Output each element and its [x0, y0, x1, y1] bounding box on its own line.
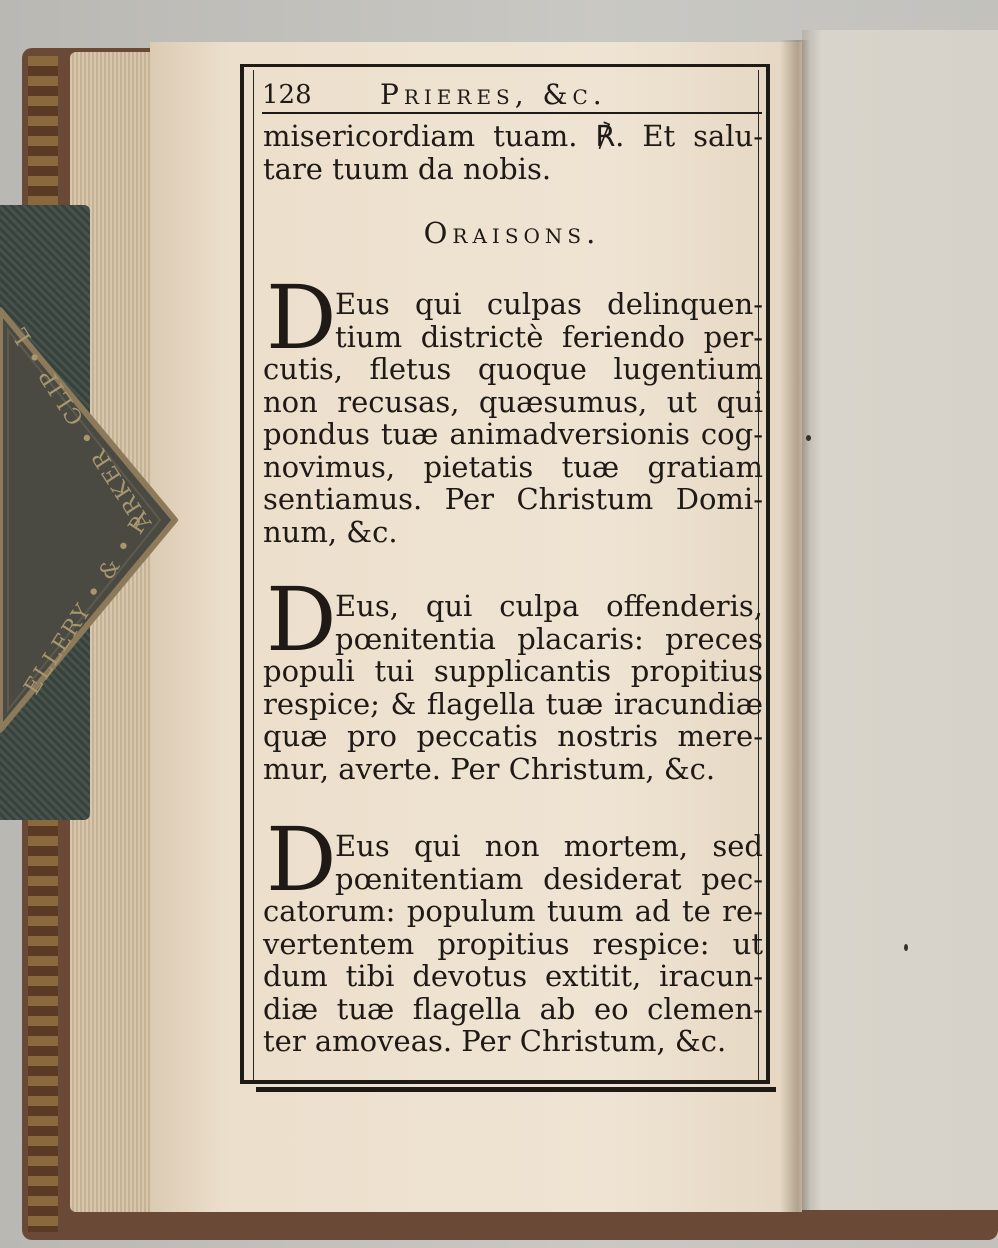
text-line: diæ tuæ flagella ab eo clemen- [263, 991, 763, 1026]
text-line: tare tuum da nobis. [263, 151, 552, 186]
text-line: misericordiam tuam. ℟. Et salu- [263, 119, 763, 153]
prayer-paragraph [263, 590, 763, 785]
text-line: mur, averte. Per Christum, &c. [263, 751, 716, 786]
text-line: tium districtè feriendo per- [335, 319, 763, 354]
page-header [262, 76, 762, 112]
text-line: Eus qui non mortem, sed [335, 829, 763, 863]
medallion-inscription: ELLERY • & • PARKER • CLIP • L [6, 321, 158, 700]
book-gutter [780, 40, 810, 1212]
text-line: sentiamus. Per Christum Domi- [263, 482, 763, 516]
right-page-blank [802, 30, 998, 1210]
text-line: pœnitentiam desiderat pec- [335, 861, 763, 896]
prayer-paragraph [263, 288, 763, 548]
text-line: Eus qui culpas delinquen- [335, 287, 763, 321]
text-line: Eus, qui culpa offenderis, [335, 589, 763, 623]
page-bottom-rule [256, 1087, 776, 1092]
drop-capital: D [266, 808, 337, 911]
text-line: catorum: populum tuum ad te re- [263, 894, 763, 928]
text-line: quæ pro peccatis nostris mere- [263, 719, 763, 753]
text-line: num, &c. [263, 514, 398, 549]
text-line: novimus, pietatis tuæ gratiam [263, 449, 763, 484]
drop-capital: D [266, 568, 337, 671]
text-line: dum tibi devotus extitit, iracun- [263, 959, 763, 993]
intro-text [263, 120, 763, 185]
text-line: cutis, fletus quoque lugentium [263, 352, 763, 386]
text-line: vertentem propitius respice: ut [263, 926, 763, 961]
text-line: pondus tuæ animadversionis cog- [263, 417, 763, 451]
text-line: respice; & flagella tuæ iracundiæ [263, 686, 763, 721]
running-title: Prieres, &c. [380, 78, 607, 111]
text-line: ter amoveas. Per Christum, &c. [263, 1024, 727, 1058]
ink-speck [904, 944, 908, 951]
prayer-paragraph [263, 830, 763, 1058]
text-line: non recusas, quæsumus, ut qui [263, 384, 763, 419]
header-rule [262, 112, 762, 114]
clip-medallion [0, 300, 180, 740]
section-heading: Oraisons. [423, 216, 601, 250]
drop-capital: D [266, 266, 337, 369]
page-number: 128 [262, 80, 312, 110]
text-line: pœnitentia placaris: preces [335, 621, 763, 656]
text-line: populi tui supplicantis propitius [263, 654, 763, 688]
